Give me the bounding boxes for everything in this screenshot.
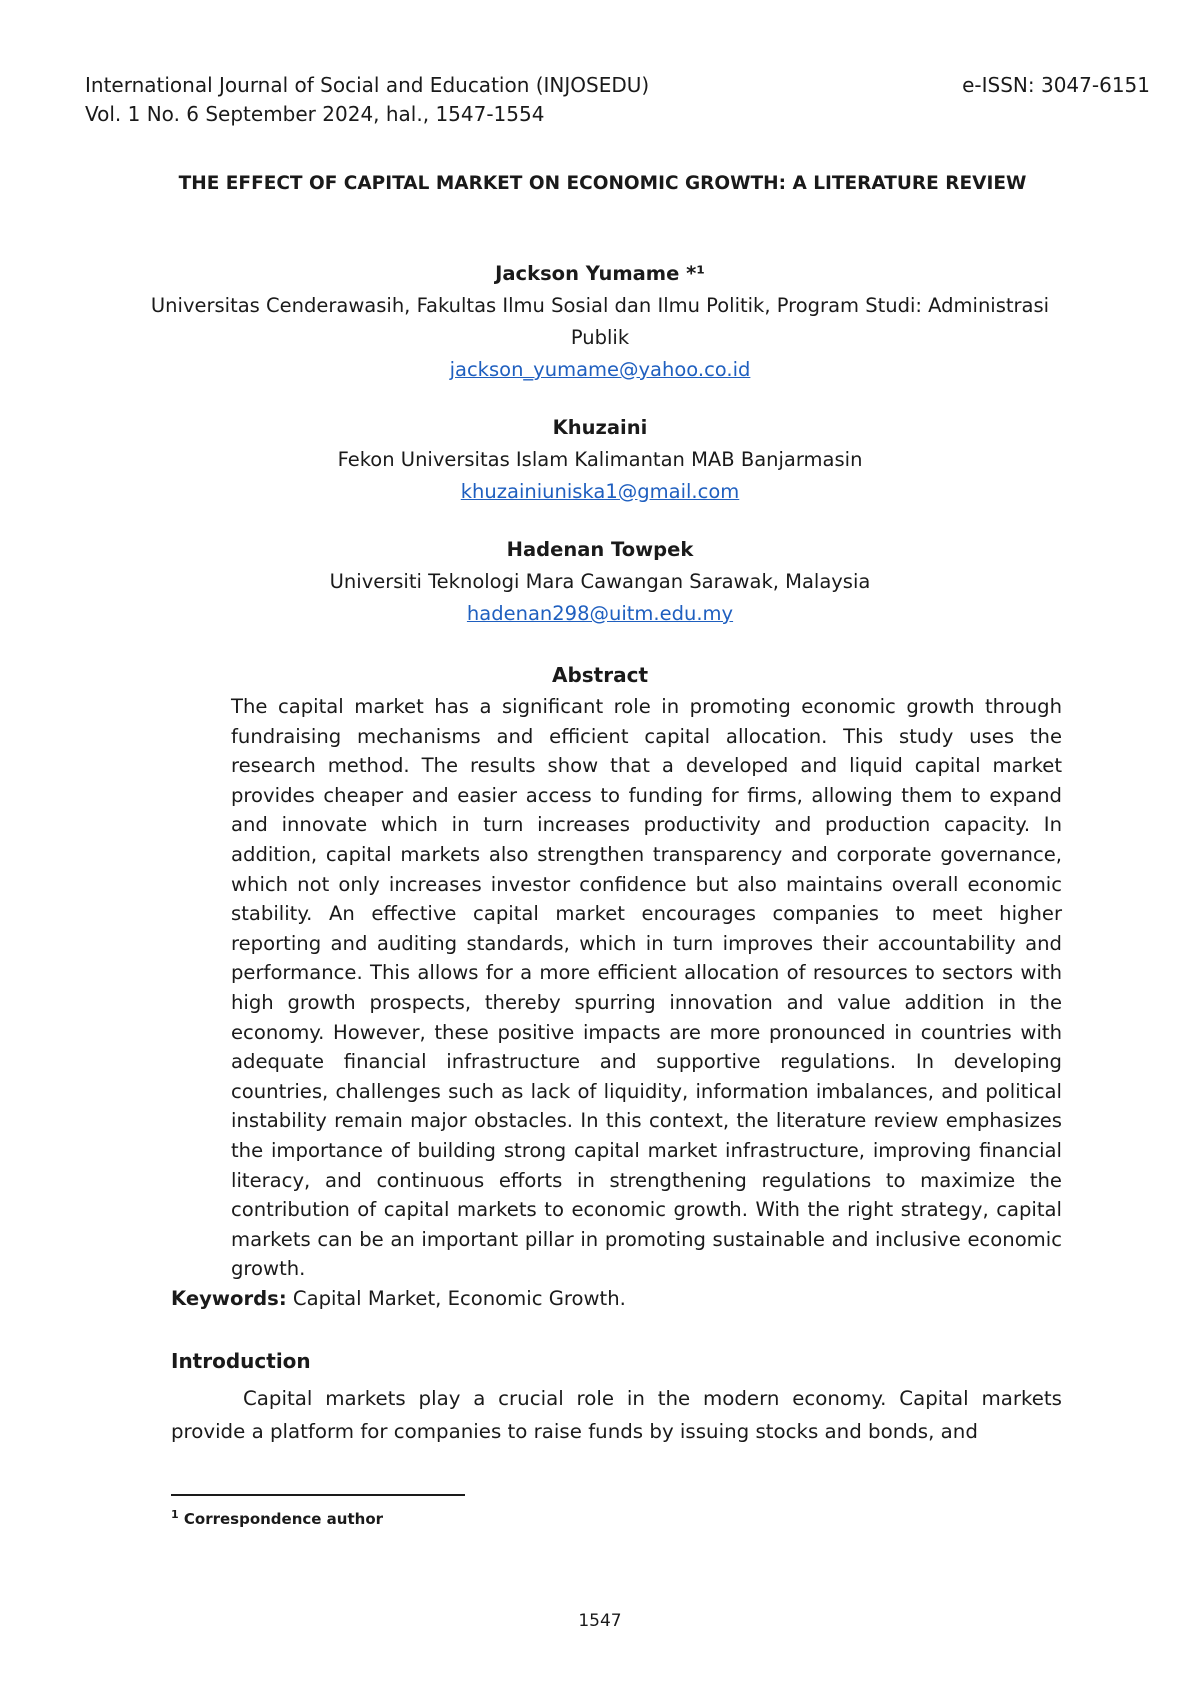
author-name: Hadenan Towpek — [506, 538, 694, 561]
footnote — [171, 1508, 383, 1528]
keywords-label: Keywords: — [171, 1287, 287, 1310]
author-name: Jackson Yumame *¹ — [495, 262, 705, 285]
author-affiliation: Universitas Cenderawasih, Fakultas Ilmu Sosial dan Ilmu Politik, Program Studi: Administrasi Publik — [150, 294, 1050, 349]
issn: e-ISSN: 3047-6151 — [962, 73, 1150, 97]
author-name: Khuzaini — [552, 416, 648, 439]
author-email-link[interactable]: jackson_yumame@yahoo.co.id — [449, 358, 751, 381]
footnote-text: Correspondence author — [178, 1510, 384, 1528]
author-email-link[interactable]: khuzainiuniska1@gmail.com — [460, 480, 740, 503]
introduction-text: Capital markets play a crucial role in the modern economy. Capital markets provide a platform for companies to raise funds by issuing stocks and bonds, and — [171, 1387, 1062, 1443]
page-number: 1547 — [578, 1611, 622, 1631]
keywords-text: Capital Market, Economic Growth. — [286, 1287, 626, 1310]
footnote-marker: 1 — [171, 1508, 179, 1521]
author-list — [150, 258, 1050, 656]
introduction-heading: Introduction — [171, 1349, 311, 1373]
author-email-link[interactable]: hadenan298@uitm.edu.my — [466, 602, 734, 625]
abstract-text: The capital market has a significant role in promoting economic growth through fundraising mechanisms and efficient capital allocation. This study uses the research method. The results show that a developed and liquid capital market provides cheaper and easier access to funding for firms, allowing them to expand and innovate which in turn increases productivity and production capacity. In addition, capital markets also strengthen transparency and corporate governance, which not only increases investor confidence but also maintains overall economic stability. An effective capital market encourages companies to meet higher reporting and auditing standards, which in turn improves their accountability and performance. This allows for a more efficient allocation of resources to sectors with high growth prospects, thereby spurring innovation and value addition in the economy. However, these positive impacts are more pronounced in countries with adequate financial infrastructure and supportive regulations. In developing countries, challenges such as lack of liquidity, information imbalances, and political instability remain major obstacles. In this context, the literature review emphasizes the importance of building strong capital market infrastructure, improving financial literacy, and continuous efforts in strengthening regulations to maximize the contribution of capital markets to economic growth. With the right strategy, capital markets can be an important pillar in promoting sustainable and inclusive economic growth. — [231, 695, 1062, 1281]
author-affiliation: Universiti Teknologi Mara Cawangan Sarawak, Malaysia — [329, 570, 871, 593]
abstract-heading: Abstract — [551, 663, 649, 687]
author-block — [150, 258, 1050, 386]
footnote-divider — [171, 1494, 465, 1496]
keywords — [171, 1287, 1071, 1310]
author-block — [150, 412, 1050, 508]
author-affiliation: Fekon Universitas Islam Kalimantan MAB Banjarmasin — [337, 448, 863, 471]
author-block — [150, 534, 1050, 630]
volume-info: Vol. 1 No. 6 September 2024, hal., 1547-1554 — [85, 102, 545, 126]
paper-title: THE EFFECT OF CAPITAL MARKET ON ECONOMIC GROWTH: A LITERATURE REVIEW — [178, 173, 1027, 194]
journal-name: International Journal of Social and Education (INJOSEDU) — [85, 73, 650, 97]
running-header — [85, 71, 1150, 129]
